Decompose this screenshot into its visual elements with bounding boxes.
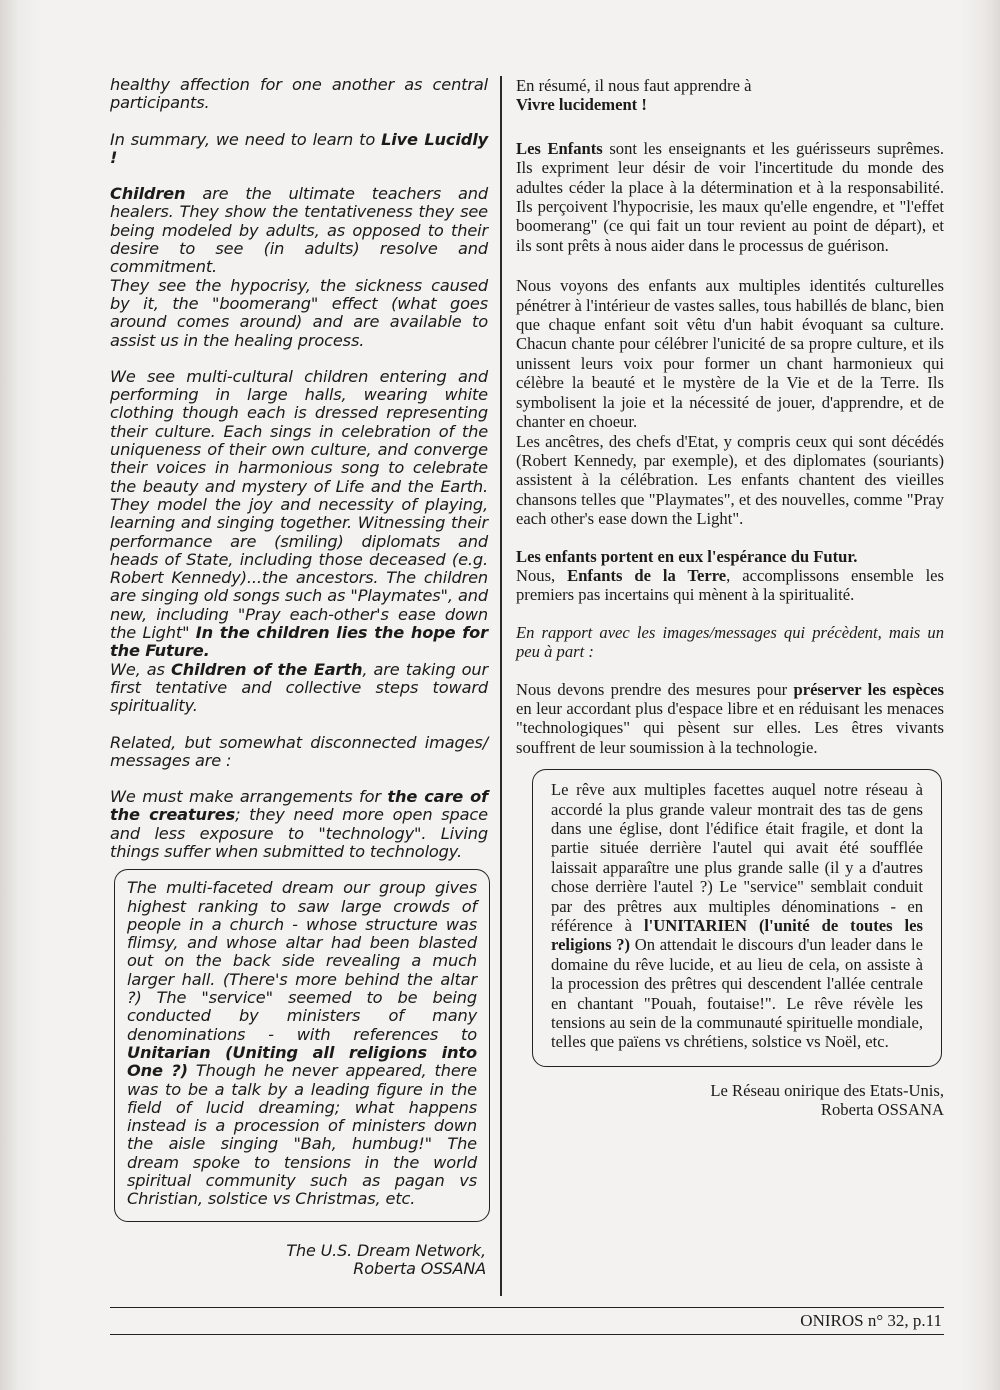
english-paragraph-children: Children are the ultimate teachers and healers. They show the tentativeness they see being modeled by adults, as opposed to their desire to see (in adults) resolve and commitment. [110,184,488,277]
french-signature: Le Réseau onirique des Etats-Unis, Roberta OSSANA [710,1080,944,1120]
english-paragraph-intro: healthy affection for one another as central participants. [110,75,488,113]
english-signature: The U.S. Dream Network, Roberta OSSANA [286,1240,486,1278]
french-column [516,76,944,1120]
french-paragraph-ancetres: Les ancêtres, des chefs d'Etat, y compris ceux qui sont décédés (Robert Kennedy, par exemple), et des diplomates (souriants) assistent à la célébration. Les enfants chantent des vieilles chansons telles que "Playmates", et des nouvelles, comme "Pray each other's ease down the Light". [516,431,944,529]
french-paragraph-multiculturel: Nous voyons des enfants aux multiples identités culturelles pénétrer à l'intérieur de vastes salles, tous habillés de blanc, bien que chaque enfant soit vêtu d'un habit évoquant sa culture. Chacun chante pour célébrer l'unicité de sa propre culture, et ils unissent leurs voix pour former un chant harmonieux qui célèbre la beauté et le mystère de la Vie et de la Terre. Ils symbolisent la joie et la nécessité de jouer, d'apprendre, et de chanter en choeur. [516,276,944,432]
english-column [110,76,488,1278]
page-number: ONIROS n° 32, p.11 [792,1311,944,1331]
english-paragraph-summary: In summary, we need to learn to Live Lucidly ! [110,129,488,167]
english-paragraph-creatures: We must make arrangements for the care of the creatures; they need more open space and less exposure to "technology". Living things suffer when submitted to technology. [110,787,488,861]
french-paragraph-especes: Nous devons prendre des mesures pour préserver les espèces en leur accordant plus d'espace libre et en réduisant les menaces "technologiques" qui pèsent sur elles. Les êtres vivants souffrent de leur soumission à la technologie. [516,679,944,757]
column-divider [500,76,502,1296]
english-paragraph-related: Related, but somewhat disconnected images/ messages are : [110,732,488,770]
page-footer [110,1307,944,1335]
english-paragraph-hypocrisy: They see the hypocrisy, the sickness caused by it, the "boomerang" effect (what goes around comes around) and are available to assist us in the healing process. [110,275,488,350]
english-paragraph-children-earth: We, as Children of the Earth, are taking our first tentative and collective steps toward spirituality. [110,659,488,716]
english-dream-box: The multi-faceted dream our group gives highest ranking to saw large crowds of people in a church - whose structure was flimsy, and whose altar had been blasted out on the back side revealing a much larger hall. (There's more behind the altar ?) The "service" seemed to be being conducted by ministers of many denominations - with references to Unitarian (Uniting all religions into One ?) Though he never appeared, there was to be a talk by a leading figure in the field of lucid dreaming; what happens instead is a procession of ministers down the aisle singing "Bah, humbug!" The dream spoke to tensions in the world spiritual community such as pagan vs Christian, solstice vs Christmas, etc. [114,869,490,1221]
french-dream-box: Le rêve aux multiples facettes auquel notre réseau à accordé la plus grande valeur montrait des tas de gens dans une église, dont l'édifice était fragile, et dont la partie située derrière l'autel qui avait été soufflée laissait apparaître une plus grande salle (il y a d'autres chose derrière l'autel ?) Le "service" semblait conduit par des prêtres aux multiples dénominations - en référence à l'UNITARIEN (l'unité de toutes les religions ?) On attendait le discours d'un leader dans le domaine du rêve lucide, et au lieu de cela, on assiste à la procession des prêtres qui descendent l'allée centrale en chantant "Pouah, foutaise!". Le rêve révèle les tensions au sein de la communauté spirituelle mondiale, telles que païens vs chrétiens, solstice vs Noël, etc. [532,769,942,1067]
french-paragraph-esperance: Les enfants portent en eux l'espérance du Futur. Nous, Enfants de la Terre, accomplissons ensemble les premiers pas incertains qui mènent à la spiritualité. [516,546,944,605]
french-paragraph-enfants: Les Enfants sont les enseignants et les guérisseurs suprêmes. Ils expriment leur désir de voir l'incertitude du monde des adultes céder la place à la détermination et à la responsabilité. Ils perçoivent l'hypocrisie, les maux qu'elle engendre, et "l'effet boomerang" (ce qui fait un tour revient au point de départ), et ils sont prêts à nous aider dans le processus de guérison. [516,138,945,255]
french-paragraph-summary: En résumé, il nous faut apprendre à Vivre lucidement ! [516,76,752,115]
french-paragraph-rapport: En rapport avec les images/messages qui précèdent, mais un peu à part : [516,622,944,662]
english-paragraph-multicultural: We see multi-cultural children entering and performing in large halls, wearing white clothing though each is dressed representing their culture. Each sings in celebration of the uniqueness of their own culture, and converge their voices in harmonious song to celebrate the beauty and mystery of Life and the Earth. They model the joy and necessity of playing, learning and singing together. Witnessing their performance are (smiling) diplomats and heads of State, including those deceased (e.g. Robert Kennedy)...the ancestors. The children are singing old songs such as "Playmates", and new, including "Pray each-other's ease down the Light" In the children lies the hope for the Future. [110,366,488,661]
